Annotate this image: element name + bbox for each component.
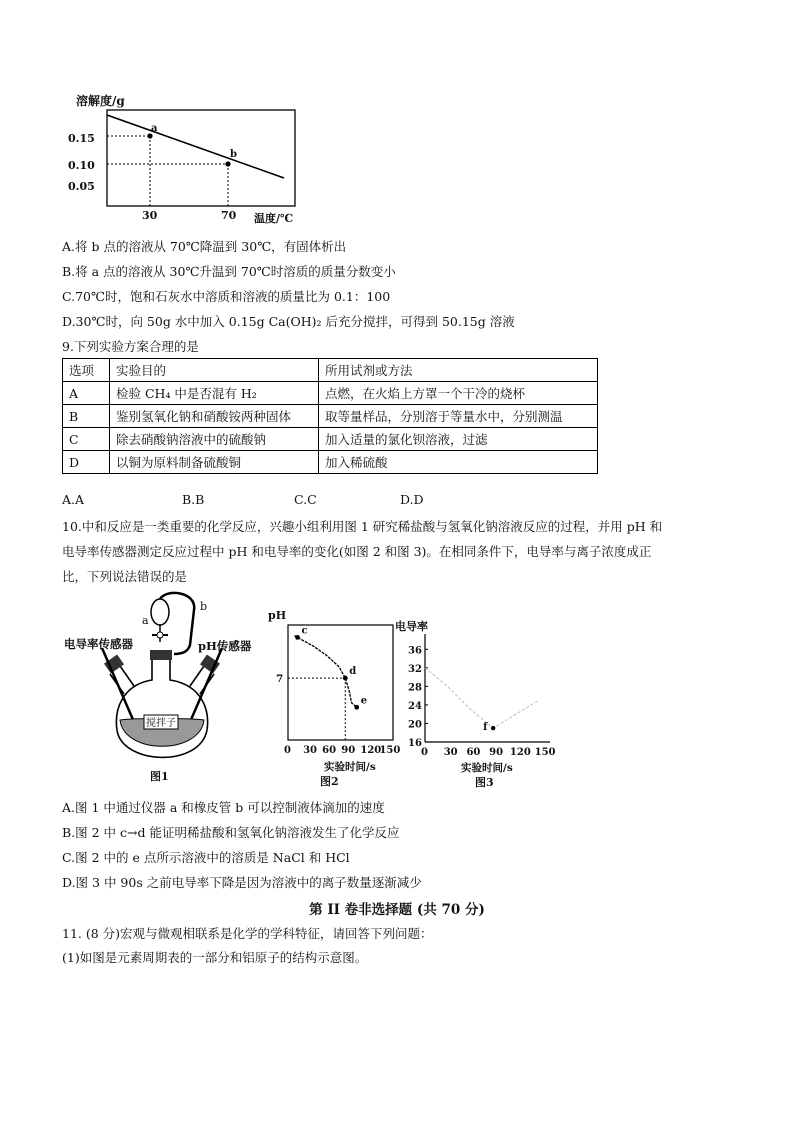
label-ph-sensor: pH传感器 (198, 639, 252, 653)
table-row (63, 405, 598, 428)
q9-choice-b: B.B (182, 492, 205, 507)
ph-xtick: 0 (284, 745, 291, 756)
table-cell: B (63, 405, 110, 428)
ph-xtick: 30 (303, 745, 318, 756)
ph-point-label: d (349, 666, 357, 678)
cond-xtick: 150 (534, 747, 556, 758)
table-cell: A (63, 382, 110, 405)
solubility-chart (62, 88, 312, 230)
solubility-ylabel: 溶解度/g (76, 94, 125, 108)
q10-option-b: B.图 2 中 c→d 能证明稀盐酸和氢氧化钠溶液发生了化学反应 (62, 825, 400, 840)
ph-xtick: 150 (379, 745, 400, 756)
table-cell: C (63, 428, 110, 451)
table-cell: 加入稀硫酸 (319, 451, 598, 474)
cond-ytick: 24 (408, 700, 422, 712)
xtick-30: 30 (142, 209, 158, 222)
header-cell: 所用试剂或方法 (319, 359, 598, 382)
header-cell: 实验目的 (110, 359, 319, 382)
figure-2-ph-chart (268, 605, 400, 790)
table-cell: 检验 CH₄ 中是否混有 H₂ (110, 382, 319, 405)
q10-option-a: A.图 1 中通过仪器 a 和橡皮管 b 可以控制液体滴加的速度 (62, 800, 385, 815)
ph-point-d (343, 676, 348, 681)
table-row (63, 382, 598, 405)
funnel-a (151, 599, 169, 625)
label-a: a (142, 614, 149, 627)
cond-xtick: 0 (421, 747, 428, 758)
table-cell: 点燃，在火焰上方罩一个干冷的烧杯 (319, 382, 598, 405)
conductivity-ylabel: 电导率 (395, 620, 428, 633)
table-row (63, 451, 598, 474)
q11-stem: 11. (8 分)宏观与微观相联系是化学的学科特征，请回答下列问题： (62, 926, 433, 941)
conductivity-xlabel: 实验时间/s (461, 762, 513, 774)
stopper (150, 650, 172, 660)
ytick-005: 0.05 (68, 180, 95, 193)
q9-stem: 9.下列实验方案合理的是 (62, 339, 199, 354)
table-cell: 取等量样品，分别溶于等量水中，分别测温 (319, 405, 598, 428)
cond-xtick: 90 (489, 747, 504, 758)
figure-1-apparatus (62, 590, 272, 790)
cond-ytick: 36 (408, 645, 422, 657)
q9-choice-c: C.C (294, 492, 317, 507)
q8-option-a: A.将 b 点的溶液从 70℃降温到 30℃，有固体析出 (62, 239, 347, 254)
ph-xtick: 90 (341, 745, 356, 756)
table-cell: 除去硝酸钠溶液中的硫酸钠 (110, 428, 319, 451)
label-conductivity-sensor: 电导率传感器 (64, 637, 133, 651)
ph-xtick: 60 (322, 745, 337, 756)
ph-xtick: 120 (360, 745, 382, 756)
ph-ytick: 7 (276, 673, 284, 686)
table-cell: 加入适量的氯化钡溶液，过滤 (319, 428, 598, 451)
ytick-010: 0.10 (68, 159, 95, 172)
label-stirrer: 搅拌子 (146, 718, 176, 729)
table-cell: 以铜为原料制备硫酸铜 (110, 451, 319, 474)
ph-point-label: e (360, 695, 368, 707)
table-row (63, 428, 598, 451)
ph-point-c (295, 635, 300, 640)
q8-option-d: D.30℃时，向 50g 水中加入 0.15g Ca(OH)₂ 后充分搅拌，可得到 50.15g 溶液 (62, 314, 515, 329)
figure-3-conductivity-chart (395, 610, 560, 790)
ph-axes-frame (288, 625, 393, 740)
ph-plot-area (276, 625, 400, 756)
cond-xtick: 120 (509, 747, 531, 758)
ph-point-e (354, 705, 359, 710)
solubility-xlabel: 温度/℃ (254, 212, 294, 225)
q9-choices (62, 492, 424, 507)
q10-stem-line-3: 比，下列说法错误的是 (62, 569, 188, 584)
cond-curve (425, 668, 539, 728)
table-header-row (63, 359, 598, 382)
ph-point-label: c (301, 625, 308, 637)
caption-fig3: 图3 (475, 776, 494, 789)
q9-choice-d: D.D (400, 492, 424, 507)
q8-option-c: C.70℃时，饱和石灰水中溶质和溶液的质量比为 0.1：100 (62, 289, 391, 304)
q9-choice-a: A.A (62, 492, 85, 507)
label-b: b (200, 600, 208, 613)
solubility-curve (107, 115, 284, 178)
cond-ytick: 20 (408, 719, 422, 731)
ph-xlabel: 实验时间/s (324, 761, 376, 773)
q10-option-c: C.图 2 中的 e 点所示溶液中的溶质是 NaCl 和 HCl (62, 850, 350, 865)
q9-table (62, 358, 598, 474)
table-cell: D (63, 451, 110, 474)
q10-stem-line-2: 电导率传感器测定反应过程中 pH 和电导率的变化(如图 2 和图 3)。在相同条件下，电导率与离子浓度成正 (62, 544, 652, 559)
q10-stem-line-1: 10.中和反应是一类重要的化学反应，兴趣小组利用图 1 研究稀盐酸与氢氧化钠溶液反应的过程，并用 pH 和 (62, 519, 663, 534)
q11-sub-1: (1)如图是元素周期表的一部分和铝原子的结构示意图。 (62, 950, 368, 965)
caption-fig2: 图2 (320, 775, 339, 788)
table-cell: 鉴别氢氧化钠和硝酸铵两种固体 (110, 405, 319, 428)
caption-fig1: 图1 (150, 770, 169, 783)
cond-ytick: 16 (408, 738, 422, 749)
ph-curve (294, 636, 356, 708)
cond-ytick: 32 (408, 663, 422, 675)
ytick-015: 0.15 (68, 132, 95, 145)
point-a-label: a (151, 123, 158, 134)
cond-xtick: 30 (443, 747, 458, 758)
cond-point-label: f (483, 722, 488, 734)
q10-option-d: D.图 3 中 90s 之前电导率下降是因为溶液中的离子数量逐渐减少 (62, 875, 422, 890)
cond-ytick: 28 (408, 682, 422, 694)
point-b-label: b (230, 149, 237, 160)
point-a (147, 133, 152, 138)
conductivity-plot-area (408, 634, 556, 758)
cond-point-f (491, 726, 495, 730)
section-title: 第 II 卷非选择题 (共 70 分) (309, 902, 485, 918)
q8-option-b: B.将 a 点的溶液从 30℃升温到 70℃时溶质的质量分数变小 (62, 264, 396, 279)
point-b (225, 161, 230, 166)
cond-xtick: 60 (466, 747, 481, 758)
xtick-70: 70 (221, 209, 237, 222)
header-cell: 选项 (63, 359, 110, 382)
ph-ylabel: pH (268, 609, 287, 622)
